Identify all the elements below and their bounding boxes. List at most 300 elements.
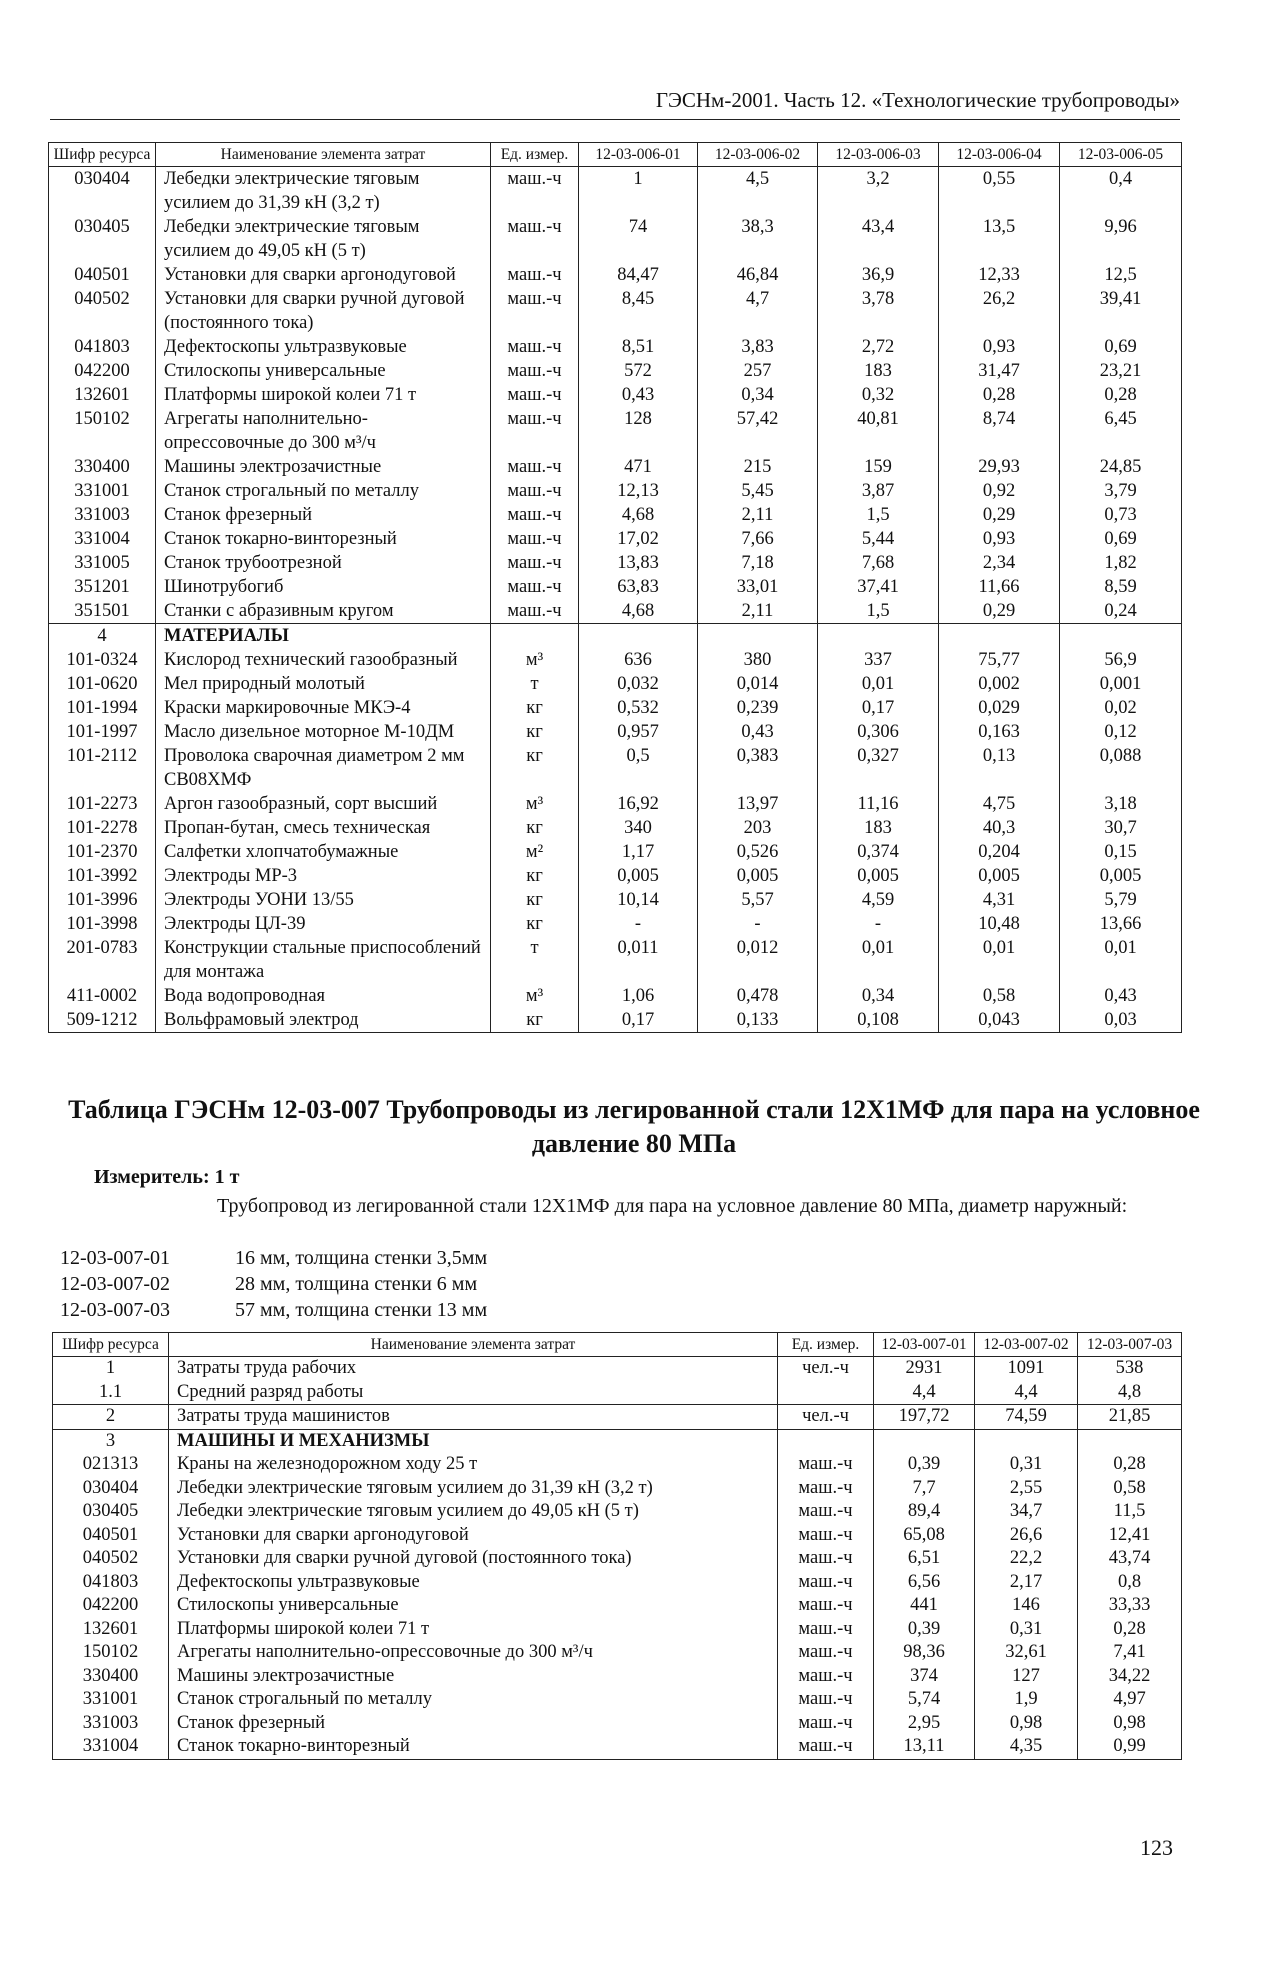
resource-code: 351501 — [49, 599, 156, 624]
value-cell: 128 — [579, 407, 698, 455]
resource-name: Кислород технический газообразный — [156, 648, 491, 672]
unit-cell: маш.-ч — [491, 263, 579, 287]
value-cell: 1,5 — [818, 599, 939, 624]
resource-table-12-03-006 — [48, 142, 1182, 1033]
value-cell: 0,001 — [1060, 672, 1182, 696]
measurement-unit: Измеритель: 1 т — [94, 1166, 240, 1188]
table-row — [53, 1381, 1182, 1405]
resource-name: Лебедки электрические тяговым усилием до 49,05 кН (5 т) — [156, 215, 491, 263]
value-cell: 37,41 — [818, 575, 939, 599]
value-cell: 0,133 — [698, 1008, 818, 1033]
column-header: 12-03-006-05 — [1060, 143, 1182, 167]
resource-code: 041803 — [49, 335, 156, 359]
unit-cell: маш.-ч — [778, 1712, 874, 1736]
value-cell: 0,204 — [939, 840, 1060, 864]
unit-cell: м³ — [491, 792, 579, 816]
resource-name: Платформы широкой колеи 71 т — [156, 383, 491, 407]
value-cell: 84,47 — [579, 263, 698, 287]
value-cell: 0,374 — [818, 840, 939, 864]
value-cell: 340 — [579, 816, 698, 840]
resource-name: Дефектоскопы ультразвуковые — [156, 335, 491, 359]
unit-cell: кг — [491, 696, 579, 720]
value-cell: 6,56 — [874, 1571, 975, 1595]
resource-code: 132601 — [53, 1618, 169, 1642]
value-cell: 4,7 — [698, 287, 818, 335]
resource-name: Агрегаты наполнительно-опрессовочные до 300 м³/ч — [169, 1641, 778, 1665]
value-cell: 4,4 — [975, 1381, 1078, 1405]
unit-cell: кг — [491, 888, 579, 912]
value-cell: 0,005 — [579, 864, 698, 888]
unit-cell: маш.-ч — [491, 383, 579, 407]
table-row — [49, 479, 1182, 503]
unit-cell: маш.-ч — [491, 527, 579, 551]
table-row — [49, 359, 1182, 383]
resource-name: МАШИНЫ И МЕХАНИЗМЫ — [169, 1429, 778, 1453]
table-row — [53, 1641, 1182, 1665]
running-header: ГЭСНм-2001. Часть 12. «Технологические трубопроводы» — [50, 88, 1180, 120]
column-header: Наименование элемента затрат — [156, 143, 491, 167]
value-cell: 8,59 — [1060, 575, 1182, 599]
table-row — [53, 1453, 1182, 1477]
value-cell: 0,002 — [939, 672, 1060, 696]
resource-code: 1 — [53, 1357, 169, 1381]
table-row — [49, 648, 1182, 672]
value-cell: 26,2 — [939, 287, 1060, 335]
column-header: Ед. измер. — [778, 1333, 874, 1357]
value-cell: 0,73 — [1060, 503, 1182, 527]
value-cell: 0,02 — [1060, 696, 1182, 720]
table-row — [49, 335, 1182, 359]
value-cell: 75,77 — [939, 648, 1060, 672]
value-cell: 74,59 — [975, 1405, 1078, 1430]
value-cell: 0,31 — [975, 1618, 1078, 1642]
resource-name: Установки для сварки аргонодуговой — [169, 1524, 778, 1548]
value-cell: 183 — [818, 359, 939, 383]
value-cell: 8,74 — [939, 407, 1060, 455]
unit-cell: маш.-ч — [778, 1571, 874, 1595]
resource-code: 2 — [53, 1405, 169, 1430]
resource-code: 021313 — [53, 1453, 169, 1477]
resource-code: 030405 — [53, 1500, 169, 1524]
unit-cell — [778, 1429, 874, 1453]
unit-cell: кг — [491, 744, 579, 792]
table-row — [49, 936, 1182, 984]
value-cell: 0,011 — [579, 936, 698, 984]
table-row — [49, 696, 1182, 720]
value-cell: 7,66 — [698, 527, 818, 551]
value-cell: 32,61 — [975, 1641, 1078, 1665]
resource-code: 030404 — [53, 1477, 169, 1501]
resource-code: 150102 — [49, 407, 156, 455]
value-cell: 0,55 — [939, 167, 1060, 216]
unit-cell: кг — [491, 912, 579, 936]
section-row — [53, 1405, 1182, 1430]
value-cell: 3,18 — [1060, 792, 1182, 816]
value-cell: 0,28 — [1078, 1453, 1182, 1477]
resource-name: Затраты труда машинистов — [169, 1405, 778, 1430]
value-cell: 63,83 — [579, 575, 698, 599]
value-cell: 3,78 — [818, 287, 939, 335]
table-row — [53, 1735, 1182, 1759]
value-cell: 7,41 — [1078, 1641, 1182, 1665]
unit-cell: маш.-ч — [491, 335, 579, 359]
value-cell: 40,81 — [818, 407, 939, 455]
table-row — [49, 287, 1182, 335]
value-cell: 43,4 — [818, 215, 939, 263]
value-cell: 6,51 — [874, 1547, 975, 1571]
unit-cell: маш.-ч — [491, 551, 579, 575]
resource-code: 331005 — [49, 551, 156, 575]
value-cell: 0,39 — [874, 1453, 975, 1477]
resource-name: Платформы широкой колеи 71 т — [169, 1618, 778, 1642]
resource-code: 040501 — [53, 1524, 169, 1548]
unit-cell: маш.-ч — [778, 1547, 874, 1571]
unit-cell: маш.-ч — [778, 1641, 874, 1665]
value-cell: 1,5 — [818, 503, 939, 527]
value-cell: 0,01 — [1060, 936, 1182, 984]
resource-name: МАТЕРИАЛЫ — [156, 624, 491, 649]
resource-table-12-03-007 — [52, 1332, 1182, 1760]
value-cell: 13,97 — [698, 792, 818, 816]
unit-cell: м³ — [491, 648, 579, 672]
value-cell: 159 — [818, 455, 939, 479]
value-cell: 0,43 — [579, 383, 698, 407]
value-cell: 5,44 — [818, 527, 939, 551]
value-cell: 8,45 — [579, 287, 698, 335]
resource-code: 042200 — [49, 359, 156, 383]
value-cell: 12,41 — [1078, 1524, 1182, 1548]
value-cell: 4,31 — [939, 888, 1060, 912]
value-cell: 7,18 — [698, 551, 818, 575]
value-cell: 89,4 — [874, 1500, 975, 1524]
value-cell: 36,9 — [818, 263, 939, 287]
table-row — [49, 503, 1182, 527]
value-cell: 0,93 — [939, 527, 1060, 551]
value-cell: 29,93 — [939, 455, 1060, 479]
value-cell: 0,17 — [818, 696, 939, 720]
unit-cell: маш.-ч — [491, 455, 579, 479]
value-cell: 0,239 — [698, 696, 818, 720]
resource-name: Аргон газообразный, сорт высший — [156, 792, 491, 816]
value-cell: 5,57 — [698, 888, 818, 912]
unit-cell: маш.-ч — [778, 1594, 874, 1618]
section-row — [53, 1357, 1182, 1381]
resource-name: Вода водопроводная — [156, 984, 491, 1008]
resource-name: Агрегаты наполнительно-опрессовочные до 300 м³/ч — [156, 407, 491, 455]
resource-code: 331003 — [49, 503, 156, 527]
value-cell: 0,005 — [698, 864, 818, 888]
column-header: 12-03-006-04 — [939, 143, 1060, 167]
value-cell: 2,34 — [939, 551, 1060, 575]
value-cell: 12,13 — [579, 479, 698, 503]
value-cell: 0,34 — [698, 383, 818, 407]
resource-name: Краски маркировочные МКЭ-4 — [156, 696, 491, 720]
table-row — [49, 888, 1182, 912]
resource-name: Станок фрезерный — [156, 503, 491, 527]
value-cell: 0,327 — [818, 744, 939, 792]
value-cell: 0,043 — [939, 1008, 1060, 1033]
value-cell: 0,5 — [579, 744, 698, 792]
value-cell: 2,95 — [874, 1712, 975, 1736]
resource-name: Шинотрубогиб — [156, 575, 491, 599]
value-cell: - — [818, 912, 939, 936]
value-cell: 0,15 — [1060, 840, 1182, 864]
unit-cell: маш.-ч — [491, 167, 579, 216]
resource-name: Мел природный молотый — [156, 672, 491, 696]
value-cell: 0,98 — [975, 1712, 1078, 1736]
unit-cell: маш.-ч — [491, 503, 579, 527]
value-cell: 0,28 — [1078, 1618, 1182, 1642]
value-cell: 9,96 — [1060, 215, 1182, 263]
resource-code: 3 — [53, 1429, 169, 1453]
value-cell: 5,79 — [1060, 888, 1182, 912]
table-title: Таблица ГЭСНм 12-03-007 Трубопроводы из легированной стали 12Х1МФ для пара на условное давление 80 МПа — [68, 1095, 1200, 1158]
variant-code: 12-03-007-02 — [60, 1273, 170, 1295]
table-row — [49, 167, 1182, 216]
value-cell: 441 — [874, 1594, 975, 1618]
value-cell: 0,69 — [1060, 527, 1182, 551]
value-cell: 1,9 — [975, 1688, 1078, 1712]
resource-name: Лебедки электрические тяговым усилием до 31,39 кН (3,2 т) — [169, 1477, 778, 1501]
value-cell: 33,01 — [698, 575, 818, 599]
value-cell — [818, 624, 939, 649]
value-cell: 0,108 — [818, 1008, 939, 1033]
value-cell: 30,7 — [1060, 816, 1182, 840]
value-cell: 0,92 — [939, 479, 1060, 503]
resource-name: Станки с абразивным кругом — [156, 599, 491, 624]
value-cell — [579, 624, 698, 649]
unit-cell: маш.-ч — [491, 215, 579, 263]
table-row — [49, 263, 1182, 287]
resource-name: Пропан-бутан, смесь техническая — [156, 816, 491, 840]
value-cell: 40,3 — [939, 816, 1060, 840]
value-cell: 0,29 — [939, 503, 1060, 527]
value-cell: 4,35 — [975, 1735, 1078, 1759]
variant-line — [60, 1271, 477, 1297]
unit-cell: маш.-ч — [491, 359, 579, 383]
value-cell: 0,532 — [579, 696, 698, 720]
resource-code: 101-3996 — [49, 888, 156, 912]
resource-code: 040502 — [53, 1547, 169, 1571]
unit-cell: т — [491, 936, 579, 984]
resource-code: 331003 — [53, 1712, 169, 1736]
column-header: 12-03-006-03 — [818, 143, 939, 167]
table-row — [49, 1008, 1182, 1033]
table-row — [53, 1547, 1182, 1571]
unit-cell: маш.-ч — [491, 287, 579, 335]
unit-cell: кг — [491, 1008, 579, 1033]
resource-code: 331004 — [49, 527, 156, 551]
value-cell — [1060, 624, 1182, 649]
value-cell: 0,005 — [1060, 864, 1182, 888]
resource-name: Краны на железнодорожном ходу 25 т — [169, 1453, 778, 1477]
table-row — [49, 672, 1182, 696]
value-cell: 33,33 — [1078, 1594, 1182, 1618]
value-cell: 98,36 — [874, 1641, 975, 1665]
resource-name: Масло дизельное моторное М-10ДМ — [156, 720, 491, 744]
resource-name: Установки для сварки ручной дуговой (постоянного тока) — [156, 287, 491, 335]
resource-name: Затраты труда рабочих — [169, 1357, 778, 1381]
table-row — [49, 383, 1182, 407]
resource-code: 509-1212 — [49, 1008, 156, 1033]
value-cell: 4,8 — [1078, 1381, 1182, 1405]
resource-code: 101-3992 — [49, 864, 156, 888]
value-cell: 471 — [579, 455, 698, 479]
value-cell: 3,83 — [698, 335, 818, 359]
value-cell: 0,93 — [939, 335, 1060, 359]
resource-code: 101-1997 — [49, 720, 156, 744]
value-cell — [698, 624, 818, 649]
value-cell: 0,43 — [698, 720, 818, 744]
value-cell: 1,17 — [579, 840, 698, 864]
value-cell: 7,68 — [818, 551, 939, 575]
table-row — [53, 1618, 1182, 1642]
variant-text: 57 мм, толщина стенки 13 мм — [235, 1299, 488, 1321]
value-cell: 0,58 — [939, 984, 1060, 1008]
resource-name: Машины электрозачистные — [169, 1665, 778, 1689]
value-cell: - — [579, 912, 698, 936]
resource-code: 101-0620 — [49, 672, 156, 696]
value-cell — [1078, 1429, 1182, 1453]
value-cell: 3,87 — [818, 479, 939, 503]
value-cell: 26,6 — [975, 1524, 1078, 1548]
resource-code: 030405 — [49, 215, 156, 263]
resource-code: 351201 — [49, 575, 156, 599]
value-cell: 2,17 — [975, 1571, 1078, 1595]
resource-name: Станок строгальный по металлу — [169, 1688, 778, 1712]
resource-code: 041803 — [53, 1571, 169, 1595]
value-cell: 11,16 — [818, 792, 939, 816]
table-row — [53, 1665, 1182, 1689]
value-cell: 0,34 — [818, 984, 939, 1008]
table-header-row — [49, 143, 1182, 167]
value-cell: 22,2 — [975, 1547, 1078, 1571]
value-cell: 257 — [698, 359, 818, 383]
resource-code: 040502 — [49, 287, 156, 335]
column-header: 12-03-007-01 — [874, 1333, 975, 1357]
resource-name: Машины электрозачистные — [156, 455, 491, 479]
column-header: 12-03-006-01 — [579, 143, 698, 167]
resource-code: 4 — [49, 624, 156, 649]
table-row — [53, 1500, 1182, 1524]
value-cell: 127 — [975, 1665, 1078, 1689]
resource-name: Электроды УОНИ 13/55 — [156, 888, 491, 912]
unit-cell: маш.-ч — [778, 1735, 874, 1759]
column-header: Ед. измер. — [491, 143, 579, 167]
value-cell: 0,29 — [939, 599, 1060, 624]
resource-name: Дефектоскопы ультразвуковые — [169, 1571, 778, 1595]
resource-code: 101-2278 — [49, 816, 156, 840]
value-cell: 13,66 — [1060, 912, 1182, 936]
resource-name: Вольфрамовый электрод — [156, 1008, 491, 1033]
column-header: 12-03-006-02 — [698, 143, 818, 167]
table-row — [53, 1477, 1182, 1501]
resource-code: 150102 — [53, 1641, 169, 1665]
value-cell: 197,72 — [874, 1405, 975, 1430]
table-row — [49, 215, 1182, 263]
value-cell: 1 — [579, 167, 698, 216]
unit-cell: чел.-ч — [778, 1357, 874, 1381]
value-cell: 0,12 — [1060, 720, 1182, 744]
resource-code: 101-0324 — [49, 648, 156, 672]
value-cell: 24,85 — [1060, 455, 1182, 479]
value-cell: 0,088 — [1060, 744, 1182, 792]
value-cell: 7,7 — [874, 1477, 975, 1501]
unit-cell — [491, 624, 579, 649]
table-row — [49, 551, 1182, 575]
value-cell: 8,51 — [579, 335, 698, 359]
value-cell: 13,83 — [579, 551, 698, 575]
resource-name: Лебедки электрические тяговым усилием до 31,39 кН (3,2 т) — [156, 167, 491, 216]
value-cell: 2,55 — [975, 1477, 1078, 1501]
value-cell — [975, 1429, 1078, 1453]
value-cell: 0,03 — [1060, 1008, 1182, 1033]
resource-code: 040501 — [49, 263, 156, 287]
value-cell: 0,28 — [939, 383, 1060, 407]
value-cell: 636 — [579, 648, 698, 672]
value-cell: 16,92 — [579, 792, 698, 816]
table-row — [53, 1594, 1182, 1618]
value-cell: 3,79 — [1060, 479, 1182, 503]
resource-code: 331001 — [49, 479, 156, 503]
table-header-row — [53, 1333, 1182, 1357]
value-cell: 0,957 — [579, 720, 698, 744]
value-cell — [874, 1429, 975, 1453]
value-cell: 0,306 — [818, 720, 939, 744]
resource-name: Установки для сварки аргонодуговой — [156, 263, 491, 287]
value-cell: 0,13 — [939, 744, 1060, 792]
value-cell: 39,41 — [1060, 287, 1182, 335]
value-cell: 4,5 — [698, 167, 818, 216]
value-cell: - — [698, 912, 818, 936]
value-cell: 4,59 — [818, 888, 939, 912]
table-row — [49, 407, 1182, 455]
unit-cell: маш.-ч — [778, 1453, 874, 1477]
value-cell: 12,33 — [939, 263, 1060, 287]
table-row — [49, 984, 1182, 1008]
resource-code: 042200 — [53, 1594, 169, 1618]
resource-code: 132601 — [49, 383, 156, 407]
value-cell: 572 — [579, 359, 698, 383]
value-cell: 538 — [1078, 1357, 1182, 1381]
value-cell: 0,526 — [698, 840, 818, 864]
unit-cell: кг — [491, 864, 579, 888]
value-cell: 0,31 — [975, 1453, 1078, 1477]
value-cell: 203 — [698, 816, 818, 840]
unit-cell: маш.-ч — [491, 479, 579, 503]
value-cell: 2,11 — [698, 503, 818, 527]
value-cell: 74 — [579, 215, 698, 263]
resource-name: Конструкции стальные приспособлений для монтажа — [156, 936, 491, 984]
unit-cell: маш.-ч — [778, 1688, 874, 1712]
value-cell: 10,14 — [579, 888, 698, 912]
resource-name: Электроды ЦЛ-39 — [156, 912, 491, 936]
unit-cell: маш.-ч — [491, 407, 579, 455]
resource-code: 101-2370 — [49, 840, 156, 864]
resource-code: 1.1 — [53, 1381, 169, 1405]
resource-name: Салфетки хлопчатобумажные — [156, 840, 491, 864]
variant-line — [60, 1245, 487, 1271]
unit-cell: маш.-ч — [778, 1665, 874, 1689]
table-row — [49, 527, 1182, 551]
value-cell: 4,68 — [579, 503, 698, 527]
table-row — [49, 864, 1182, 888]
value-cell: 2,11 — [698, 599, 818, 624]
column-header: Наименование элемента затрат — [169, 1333, 778, 1357]
unit-cell: т — [491, 672, 579, 696]
value-cell: 4,97 — [1078, 1688, 1182, 1712]
unit-cell: чел.-ч — [778, 1405, 874, 1430]
